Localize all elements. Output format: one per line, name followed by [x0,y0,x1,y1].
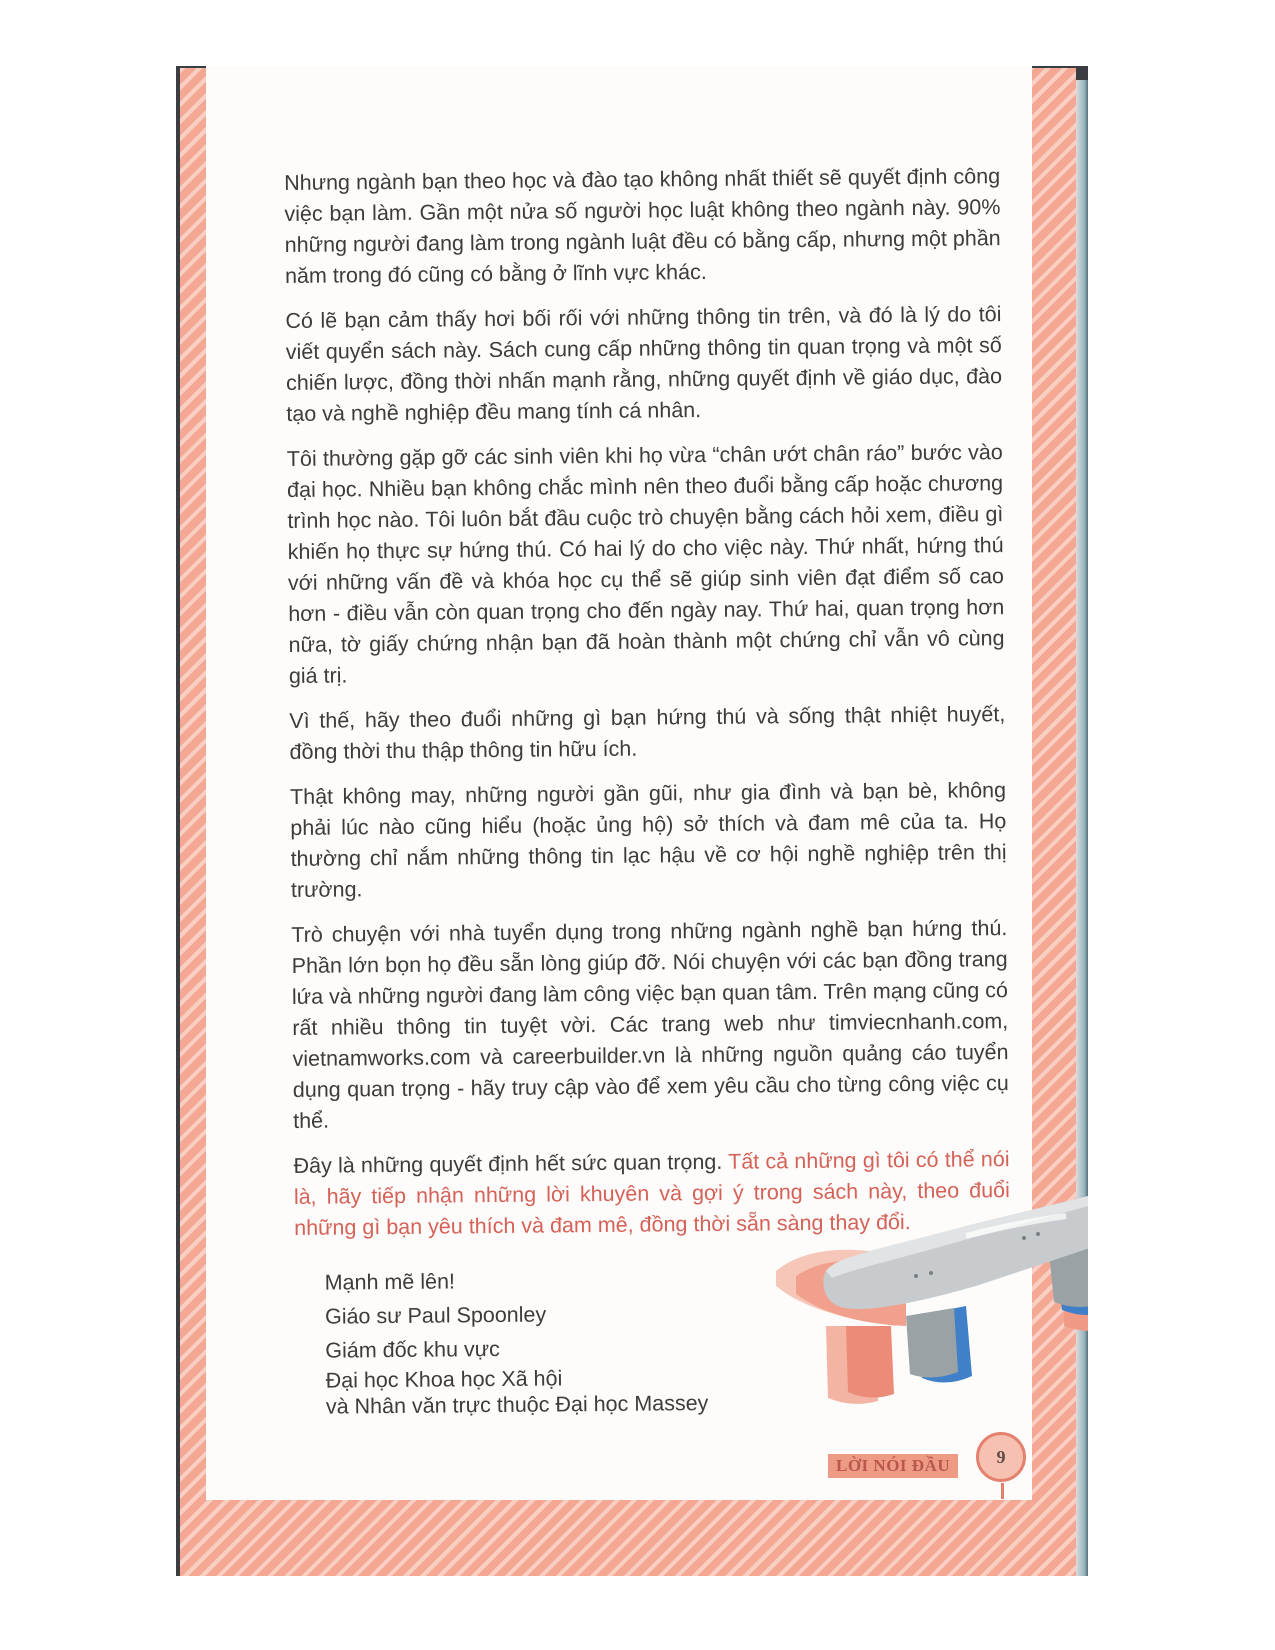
book-page-photo [176,66,1088,1576]
signature-name: Giáo sư Paul Spoonley [324,1302,547,1329]
paragraph-1: Nhưng ngành bạn theo học và đào tạo không nhất thiết sẽ quyết định công việc bạn làm. Gần một nửa số người học luật không theo ngành này. 90% những người đang làm trong ngành luật đều có bằng cấp, nhưng một phần năm trong đó cũng có bằng ở lĩnh vực khác. [284,164,1001,288]
content-panel [206,66,1032,1500]
final-paragraph-highlight: Tất cả những gì tôi có thể nói là, hãy tiếp nhận những lời khuyên và gợi ý trong sách này, theo đuổi những gì bạn yêu thích và đam mê, đồng thời sẵn sàng thay đổi. [293,1147,1010,1240]
signature-title: Giám đốc khu vực [325,1336,500,1363]
paragraph-5: Thật không may, những người gần gũi, như gia đình và bạn bè, không phải lúc nào cũng hiểu (hoặc ủng hộ) sở thích và đam mê của ta. Họ thường chỉ nắm những thông tin lạc hậu về cơ hội nghề nghiệp trên thị trường. [289,778,1007,902]
paragraph-3: Tôi thường gặp gỡ các sinh viên khi họ vừa “chân ướt chân ráo” bước vào đại học. Nhiều bạn không chắc mình nên theo đuổi bằng cấp hoặc chương trình học nào. Tôi luôn bắt đầu cuộc trò chuyện bằng cách hỏi xem, điều gì khiến họ thực sự hứng thú. Có hai lý do cho việc này. Thứ nhất, hứng thú với những vấn đề và khóa học cụ thể sẽ giúp sinh viên đạt điểm số cao hơn - điều vẫn còn quan trọng cho đến ngày nay. Thứ hai, quan trọng hơn nữa, tờ giấy chứng nhận bạn đã hoàn thành một chứng chỉ vẫn vô cùng giá trị. [286,440,1005,688]
section-label: LỜI NÓI ĐẦU [828,1454,958,1478]
final-paragraph-normal: Đây là những quyết định hết sức quan trọng. [293,1149,729,1178]
signature-closing: Mạnh mẽ lên! [324,1269,456,1295]
paragraph-4: Vì thế, hãy theo đuổi những gì bạn hứng thú và sống thật nhiệt huyết, đồng thời thu thập thông tin hữu ích. [289,702,1006,764]
paragraph-6: Trò chuyện với nhà tuyển dụng trong những ngành nghề bạn hứng thú. Phần lớn bọn họ đều sẵn lòng giúp đỡ. Nói chuyện với các bạn đồng trang lứa và những người đang làm công việc bạn quan tâm. Trên mạng cũng có rất nhiều thông tin tuyệt vời. Các trang web như timviecnhanh.com, vietnamworks.com và careerbuilder.vn là những nguồn quảng cáo tuyển dụng quan trọng - hãy truy cập vào để xem yêu cầu cho từng công việc cụ thể. [291,916,1009,1133]
signature-institution: Đại học Khoa học Xã hội [325,1366,563,1393]
skateboard-illustration [766,1176,1088,1406]
page-number: 9 [996,1446,1006,1467]
signature-institution-cont: và Nhân văn trực thuộc Đại học Massey [325,1390,709,1419]
page-number-badge [976,1432,1026,1482]
paragraph-2: Có lẽ bạn cảm thấy hơi bối rối với những thông tin trên, và đó là lý do tôi viết quyển sách này. Sách cung cấp những thông tin quan trọng và một số chiến lược, đồng thời nhấn mạnh rằng, những quyết định về giáo dục, đào tạo và nghề nghiệp đều mang tính cá nhân. [285,302,1003,426]
